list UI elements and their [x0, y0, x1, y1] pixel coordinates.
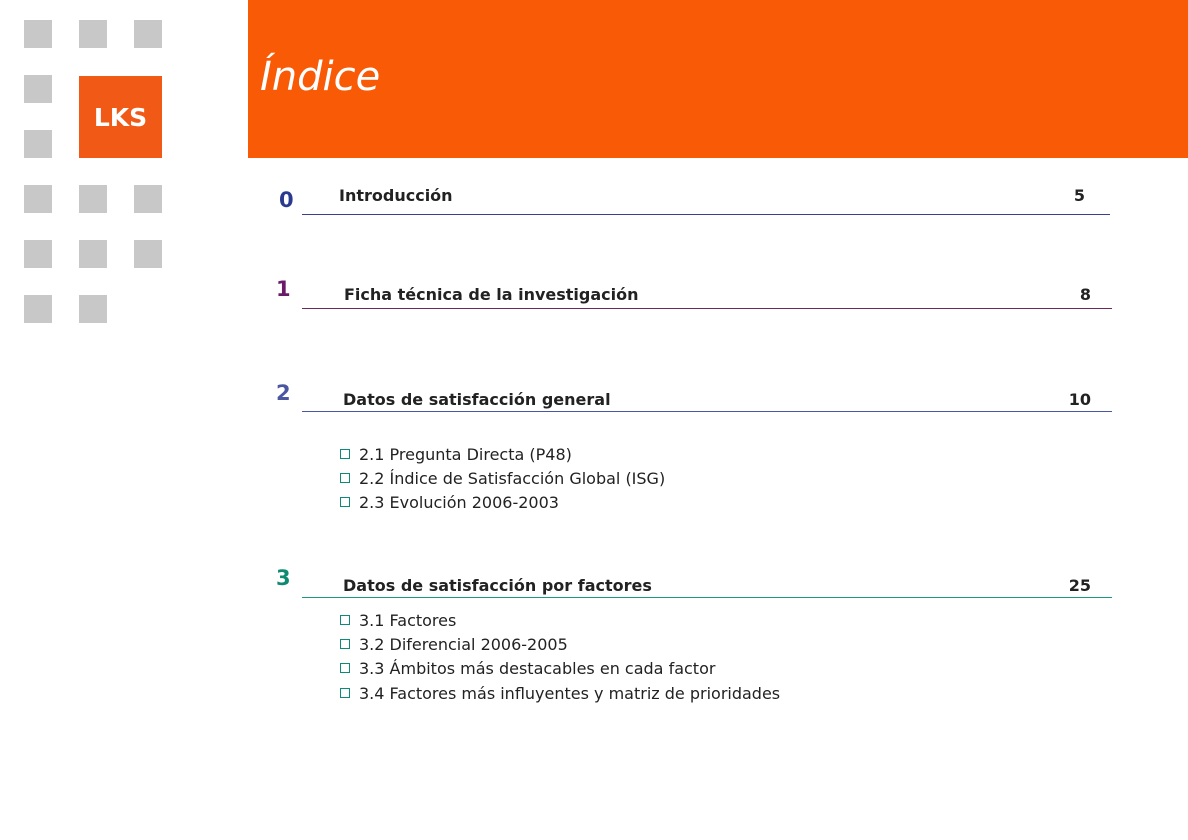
decorative-square	[24, 240, 52, 268]
list-item-label: 2.2 Índice de Satisfacción Global (ISG)	[359, 468, 666, 488]
section-number-0: 0	[279, 188, 294, 212]
list-item[interactable]	[340, 467, 665, 489]
section-divider-2	[302, 411, 1112, 412]
list-item[interactable]	[340, 657, 715, 679]
list-item[interactable]	[340, 682, 780, 704]
header-banner	[248, 0, 1188, 158]
decorative-square	[134, 20, 162, 48]
checkbox-bullet-icon	[340, 663, 350, 673]
decorative-square	[79, 295, 107, 323]
decorative-square	[79, 240, 107, 268]
section-title-satisfaccion-factores[interactable]: Datos de satisfacción por factores	[343, 576, 652, 595]
list-item-label: 2.1 Pregunta Directa (P48)	[359, 444, 572, 464]
section-page-3: 25	[1068, 576, 1091, 595]
decorative-square	[79, 20, 107, 48]
section-number-3: 3	[276, 566, 291, 590]
list-item[interactable]	[340, 443, 572, 465]
list-item-label: 3.4 Factores más influyentes y matriz de prioridades	[359, 683, 781, 703]
section-divider-3	[302, 597, 1112, 598]
section-number-1: 1	[276, 277, 291, 301]
list-item-label: 2.3 Evolución 2006-2003	[359, 492, 559, 512]
decorative-square	[79, 185, 107, 213]
list-item-label: 3.3 Ámbitos más destacables en cada factor	[359, 658, 716, 678]
list-item-label: 3.2 Diferencial 2006-2005	[359, 634, 568, 654]
decorative-square	[24, 75, 52, 103]
list-item[interactable]	[340, 491, 559, 513]
section-title-satisfaccion-general[interactable]: Datos de satisfacción general	[343, 390, 611, 409]
checkbox-bullet-icon	[340, 615, 350, 625]
checkbox-bullet-icon	[340, 473, 350, 483]
logo-text: LKS	[93, 102, 148, 132]
checkbox-bullet-icon	[340, 497, 350, 507]
section-title-introduccion[interactable]: Introducción	[339, 186, 453, 205]
decorative-square	[24, 185, 52, 213]
section-divider-0	[302, 214, 1110, 215]
section-title-ficha-tecnica[interactable]: Ficha técnica de la investigación	[344, 285, 639, 304]
section-number-2: 2	[276, 381, 291, 405]
section-page-1: 8	[1079, 285, 1091, 304]
section-page-0: 5	[1073, 186, 1085, 205]
decorative-square	[24, 20, 52, 48]
decorative-square	[24, 130, 52, 158]
section-page-2: 10	[1068, 390, 1091, 409]
checkbox-bullet-icon	[340, 449, 350, 459]
list-item-label: 3.1 Factores	[359, 610, 457, 630]
list-item[interactable]	[340, 633, 568, 655]
section-divider-1	[302, 308, 1112, 309]
decorative-square	[134, 185, 162, 213]
checkbox-bullet-icon	[340, 639, 350, 649]
page-title: Índice	[260, 54, 381, 100]
decorative-square	[24, 295, 52, 323]
list-item[interactable]	[340, 609, 456, 631]
lks-logo	[79, 76, 162, 158]
checkbox-bullet-icon	[340, 688, 350, 698]
decorative-square	[134, 240, 162, 268]
